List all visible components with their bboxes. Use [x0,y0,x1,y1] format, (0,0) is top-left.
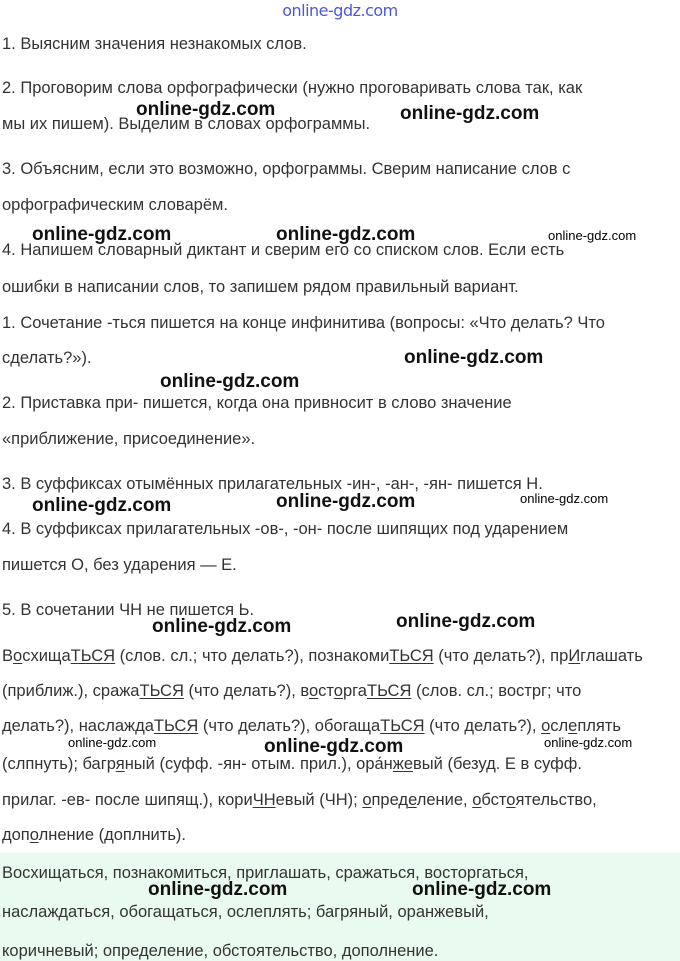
orthogram: о [506,791,516,809]
analysis-line-1: ВосхищаТЬСЯ (слов. сл.; что делать?), познакомиТЬСЯ (что делать?), прИглашать [2,647,643,665]
orthogram: о [362,791,372,809]
orthogram: ТЬСЯ [380,717,425,735]
orthogram: ТЬСЯ [366,682,412,700]
orthogram: о [333,682,343,700]
watermark: online-gdz.com [548,228,637,243]
orthogram: ТЬСЯ [70,647,116,665]
rule-line: пишется О, без ударения — Е. [2,556,237,574]
answer-line: Восхищаться, познакомиться, приглашать, сражаться, восторгаться, [2,864,529,882]
watermark: online-gdz.com [148,879,288,900]
watermark: online-gdz.com [152,616,292,637]
orthogram: е [408,791,417,809]
watermark: online-gdz.com [544,735,633,750]
watermark: online-gdz.com [520,491,609,506]
step-line: 4. Напишем словарный диктант и сверим его со списком слов. Если есть [2,241,565,259]
watermark: online-gdz.com [400,103,540,124]
orthogram: о [29,826,39,844]
analysis-line-2: (приближ.), сражаТЬСЯ (что делать?), восторгаТЬСЯ (слов. сл.; вострг; что [2,682,582,700]
watermark: online-gdz.com [276,224,416,245]
orthogram: е [568,717,578,735]
orthogram: е [403,755,414,773]
orthogram: о [472,791,482,809]
watermark: online-gdz.com [264,736,404,757]
rule-line: 5. В сочетании ЧН не пишется Ь. [2,601,255,619]
watermark: online-gdz.com [276,491,416,512]
watermark: online-gdz.com [136,99,276,120]
analysis-line-4: (слпнуть); багряный (суфф. -ян- отым. прил.), ора́нжевый (безуд. Е в суфф. [2,755,582,773]
answer-line: коричневый; определение, обстоятельство, дополнение. [2,942,439,960]
orthogram: о [541,717,551,735]
orthogram: ЧН [252,791,276,809]
orthogram: о [308,682,319,700]
watermark: online-gdz.com [32,224,172,245]
analysis-line-5: прилаг. -ев- после шипящ.), кориЧНевый (ЧН); определение, обстоятельство, [2,791,597,809]
watermark: online-gdz.com [160,371,300,392]
orthogram: ТЬСЯ [139,682,184,700]
orthogram: ТЬСЯ [389,647,434,665]
step-line: ошибки в написании слов, то запишем рядом правильный вариант. [2,278,519,296]
watermark: online-gdz.com [32,495,172,516]
rule-line: 2. Приставка при- пишется, когда она привносит в слово значение [2,394,512,412]
analysis-line-6: дополнение (доплнить). [2,826,187,844]
watermark: online-gdz.com [68,735,157,750]
orthogram: о [13,647,23,665]
orthogram: ТЬСЯ [153,717,199,735]
step-line: 1. Выясним значения незнакомых слов. [2,35,307,53]
watermark: online-gdz.com [412,879,552,900]
answer-line: наслаждаться, обогащаться, ослеплять; багряный, оранжевый, [2,903,489,921]
analysis-line-3: делать?), наслаждаТЬСЯ (что делать?), обогащаТЬСЯ (что делать?), ослеплять [2,717,621,735]
watermark: online-gdz.com [396,611,536,632]
rule-line: «приближение, присоединение». [2,430,256,448]
header-watermark: online-gdz.com [282,1,398,20]
rule-line: 3. В суффиксах отымённых прилагательных -ин-, -ан-, -ян- пишется Н. [2,475,543,493]
rule-line: сделать?»). [2,349,92,367]
step-line: 3. Объясним, если это возможно, орфограммы. Сверим написание слов с [2,160,571,178]
rule-line: 4. В суффиксах прилагательных -ов-, -он- после шипящих под ударением [2,520,569,538]
orthogram: ж [392,755,404,773]
step-line: 2. Проговорим слова орфографически (нужно проговаривать слова так, как [2,79,583,97]
step-line: мы их пишем). Выделим в словах орфограммы. [2,115,371,133]
rule-line: 1. Сочетание -ться пишется на конце инфинитива (вопросы: «Что делать? Что [2,314,605,332]
watermark: online-gdz.com [404,347,544,368]
orthogram: И [568,647,581,665]
orthogram: я [115,755,125,773]
step-line: орфографическим словарём. [2,196,228,214]
